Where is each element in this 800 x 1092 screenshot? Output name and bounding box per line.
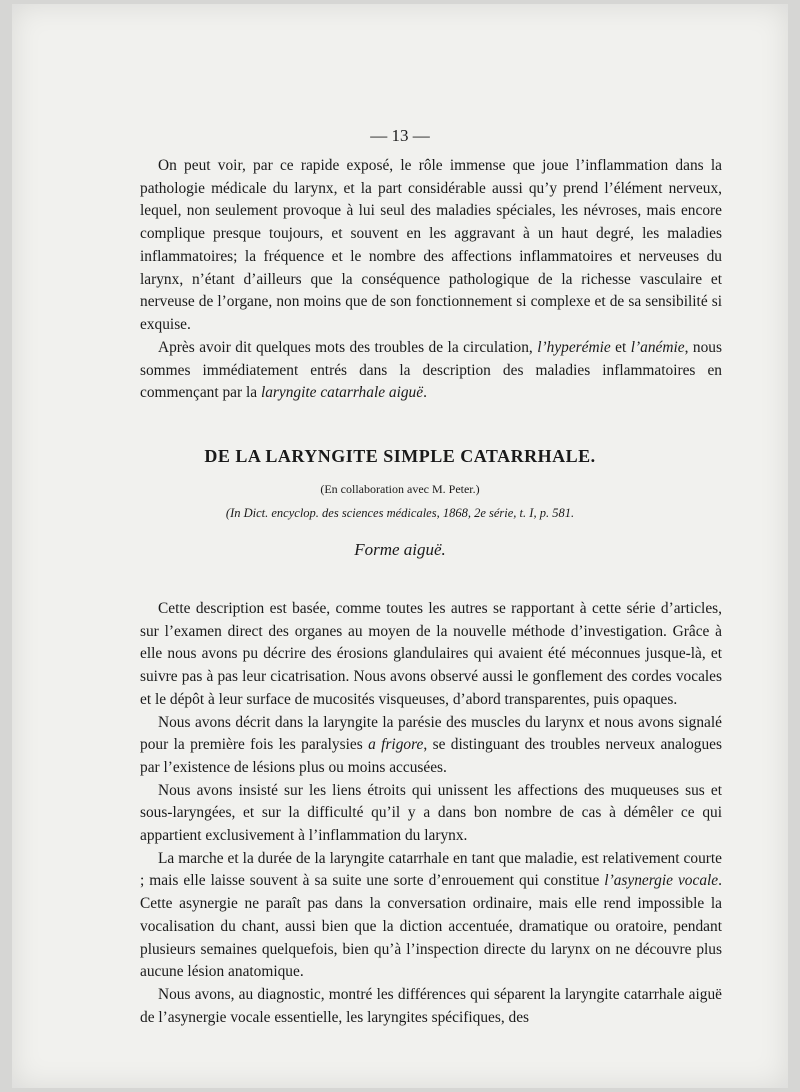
term-laryngite-catarrhale: laryngite catarrhale aiguë — [260, 384, 424, 402]
collaboration-note: (En collaboration avec M. Peter.) — [320, 482, 480, 496]
body-paragraph — [140, 780, 722, 848]
body-text-block — [140, 598, 722, 1029]
term-anemie: l’anémie — [630, 339, 685, 356]
bibliographic-reference: (In Dict. encyclop. des sciences médicales, 1868, 2e série, t. I, p. 581. — [225, 506, 575, 520]
subheading: Forme aiguë. — [354, 540, 446, 559]
paragraph-text: La marche et la durée de la laryngite catarrhale en tant que maladie, est relativement courte ; mais elle laisse souvent à sa suite une sorte d’enrouement qui constitue — [140, 849, 722, 890]
body-paragraph — [140, 598, 722, 712]
paragraph-text: Nous avons décrit dans la laryngite la parésie des muscles du larynx et nous avons signalé pour la première fois les paralysies — [140, 713, 722, 754]
emphasized-term: l’asynergie vocale — [604, 872, 719, 890]
paragraph-text: . Cette asynergie ne paraît pas dans la conversation ordinaire, mais elle rend impossible la vocalisation du chant, aussi bien que la diction accentuée, dramatique ou oratoire, pendant plusieurs semaines quelquefois, bien qu’à l’inspection directe du larynx on ne découvre plus aucune lésion anatomique. — [140, 872, 722, 981]
paragraph-text: , se distinguant des troubles nerveux analogues par l’existence de lésions plus ou moins accusées. — [140, 736, 722, 776]
body-paragraph — [140, 712, 722, 780]
second-paragraph-text-2: et — [610, 339, 631, 356]
intro-paragraph: On peut voir, par ce rapide exposé, le rôle immense que joue l’inflammation dans la pathologie médicale du larynx, et la part considérable aussi qu’y prend l’élément nerveux, lequel, non seulement provoque à lui seul des maladies spéciales, les névroses, mais encore complique presque toujours, et souvent en les aggravant à un haut degré, les maladies inflammatoires; la fréquence et le nombre des affections inflammatoires et nerveuses du larynx, n’étant d’ailleurs que la conséquence pathologique de la richesse vasculaire et nerveuse de l’organe, non moins que de son fonctionnement si complexe et de sa sensibilité si exquise. — [140, 157, 722, 333]
paragraph-text: Nous avons, au diagnostic, montré les différences qui séparent la laryngite catarrhale aiguë de l’asynergie vocale essentielle, les laryngites spécifiques, des — [140, 985, 722, 1026]
paragraph-text: Nous avons insisté sur les liens étroits qui unissent les affections des muqueuses sus et sous-laryngées, et sur la difficulté qu’il y a dans bon nombre de cas à démêler ce qui appartient exclusivement à l’inflammation du larynx. — [140, 781, 722, 845]
emphasized-term: a frigore — [368, 736, 424, 754]
second-paragraph-text-1: Après avoir dit quelques mots des troubles de la circulation, — [158, 339, 538, 356]
intro-paragraph-block — [140, 155, 722, 337]
second-paragraph — [140, 337, 722, 405]
second-paragraph-text-3: , nous sommes immédiatement entrés dans la description des maladies inflammatoires en commençant par la — [140, 339, 722, 402]
second-paragraph-block — [140, 337, 722, 405]
page-number: — 13 — — [370, 126, 430, 145]
paragraph-text: Cette description est basée, comme toutes les autres se rapportant à cette série d’articles, sur l’examen direct des organes au moyen de la nouvelle méthode d’investigation. Grâce à elle nous avons pu décrire des érosions glandulaires qui avaient été méconnues jusque-là, et suivre pas à pas leur cicatrisation. Nous avons observé aussi le gonflement des cordes vocales et le dépôt à leur surface de mucosités visqueuses, d’abord transparentes, puis opaques. — [140, 600, 722, 708]
section-heading: DE LA LARYNGITE SIMPLE CATARRHALE. — [204, 446, 596, 466]
body-paragraph — [140, 984, 722, 1029]
second-paragraph-text-4: . — [423, 384, 427, 402]
body-paragraph — [140, 848, 722, 984]
term-hyperemie: l’hyperémie — [537, 339, 611, 356]
